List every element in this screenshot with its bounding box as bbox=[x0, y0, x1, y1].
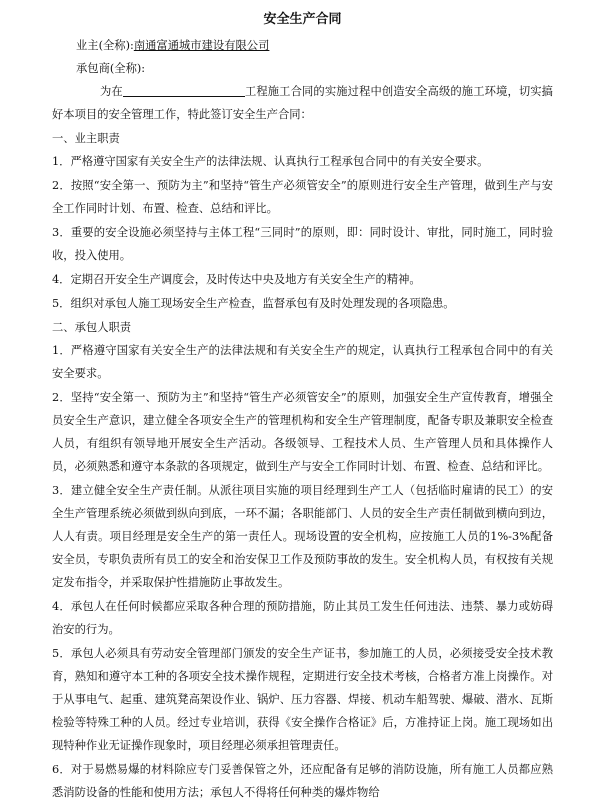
contractor-line bbox=[52, 57, 553, 80]
owner-line bbox=[52, 34, 553, 57]
owner-duty-4: 4．定期召开安全生产调度会，及时传达中央及地方有关安全生产的精神。 bbox=[52, 273, 421, 286]
contractor-duty-4: 4．承包人在任何时候都应采取各种合理的预防措施，防止其员工发生任何违法、违禁、暴力或妨碍治安的行为。 bbox=[52, 600, 553, 636]
contractor-duty-2: 2．坚持“安全第一、预防为主”和坚持“管生产必须管安全”的原则，加强安全生产宣传教育，增强全员安全生产意识，建立健全各项安全生产的管理机构和安全生产管理制度，配备专职及兼职安全检查人员，有组织有领导地开展安全生产活动。各级领导、工程技术人员、生产管理人员和具体操作人员，必须熟悉和遵守本条款的各项规定，做到生产与安全工作同时计划、布置、检查、总结和评比。 bbox=[52, 391, 553, 473]
owner-label: 业主(全称): bbox=[76, 39, 134, 52]
document-title: 安全生产合同 bbox=[263, 12, 342, 27]
intro-prefix: 为在 bbox=[100, 85, 123, 98]
owner-duty-3: 3．重要的安全设施必须坚持与主体工程“三同时”的原则，即：同时设计、审批，同时施工，同时验收，投入使用。 bbox=[52, 226, 553, 262]
section-contractor-title: 二、承包人职责 bbox=[52, 321, 132, 334]
owner-name: 南通富通城市建设有限公司 bbox=[133, 39, 270, 52]
section-owner-title: 一、业主职责 bbox=[52, 132, 120, 145]
project-name-blank bbox=[123, 82, 245, 97]
contractor-label: 承包商(全称): bbox=[76, 62, 146, 75]
contractor-duty-3: 3．建立健全安全生产责任制。从派往项目实施的项目经理到生产工人（包括临时雇请的民工）的安全生产管理系统必须做到纵向到底，一环不漏；各职能部门、人员的安全生产责任制做到横向到边，人人有责。项目经理是安全生产的第一责任人。现场设置的安全机构，应按施工人员的1%-3%配备安全员，专职负责所有员工的安全和治安保卫工作及预防事故的发生。安全机构人员，有权按有关规定发布指令，并采取保护性措施防止事故发生。 bbox=[52, 484, 553, 589]
contractor-duty-5: 5．承包人必须具有劳动安全管理部门颁发的安全生产证书，参加施工的人员，必须接受安全技术教育，熟知和遵守本工种的各项安全技术操作规程，定期进行安全技术考核，合格者方准上岗操作。对于从事电气、起重、建筑凳高架设作业、锅炉、压力容器、焊接、机动车船驾驶、爆破、潜水、瓦斯检验等特殊工种的人员。经过专业培训，获得《安全操作合格证》后，方准持证上岗。施工现场如出现特种作业无证操作现象时，项目经理必须承担管理责任。 bbox=[52, 647, 553, 752]
owner-duty-2: 2．按照“安全第一、预防为主”和坚持“管生产必须管安全”的原则进行安全生产管理，做到生产与安全工作同时计划、布置、检查、总结和评比。 bbox=[52, 179, 553, 215]
owner-duty-5: 5．组织对承包人施工现场安全生产检查，监督承包有及时处理发现的各项隐患。 bbox=[52, 297, 455, 310]
intro-paragraph bbox=[52, 80, 553, 126]
owner-duty-1: 1．严格遵守国家有关安全生产的法律法规、认真执行工程承包合同中的有关安全要求。 bbox=[52, 155, 489, 168]
contractor-duty-6: 6．对于易燃易爆的材料除应专门妥善保管之外，还应配备有足够的消防设施，所有施工人员都应熟悉消防设备的性能和使用方法；承包人不得将任何种类的爆炸物给 bbox=[52, 763, 553, 799]
intro-suffix: 工程施工合同的实施过程中创造安全高级的施工环境，切实搞好本项目的安全管理工作，特此签订安全生产合同： bbox=[52, 85, 553, 121]
contractor-duty-1: 1．严格遵守国家有关安全生产的法律法规和有关安全生产的规定，认真执行工程承包合同中的有关安全要求。 bbox=[52, 344, 553, 380]
